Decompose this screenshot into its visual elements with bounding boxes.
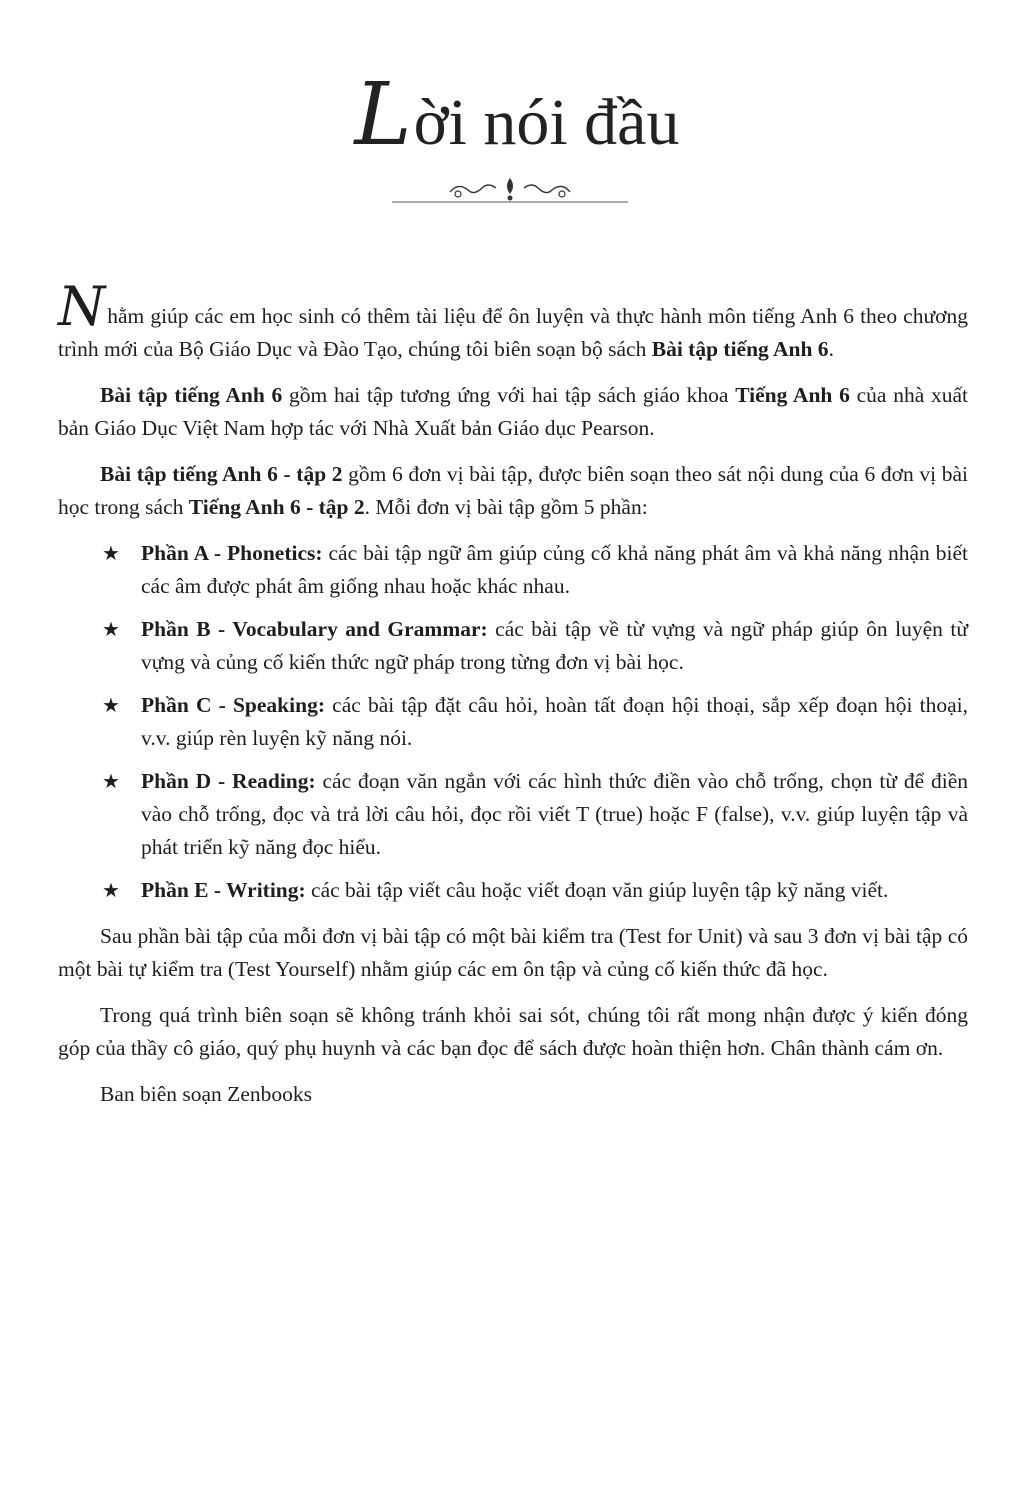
star-icon: ★ <box>102 878 120 902</box>
title-text: ời nói đầu <box>413 86 680 159</box>
title-initial: L <box>354 65 412 165</box>
parts-list <box>58 537 968 907</box>
star-icon: ★ <box>102 769 120 793</box>
star-icon: ★ <box>102 541 120 565</box>
signature: Ban biên soạn Zenbooks <box>100 1082 312 1106</box>
page-title <box>0 65 1034 168</box>
paragraph-4: Sau phần bài tập của mỗi đơn vị bài tập có một bài kiểm tra (Test for Unit) và sau 3 đơn vị bài tập có một bài tự kiểm tra (Test Yourself) nhằm giúp các em ôn tập và củng cố kiến thức đã học. <box>58 924 968 981</box>
paragraph-5: Trong quá trình biên soạn sẽ không tránh khỏi sai sót, chúng tôi rất mong nhận được ý kiến đóng góp của thầy cô giáo, quý phụ huynh và các bạn đọc để sách được hoàn thiện hơn. Chân thành cám ơn. <box>58 1003 968 1060</box>
star-icon: ★ <box>102 617 120 641</box>
paragraph-3: Bài tập tiếng Anh 6 - tập 2 gồm 6 đơn vị bài tập, được biên soạn theo sát nội dung của 6 đơn vị bài học trong sách Tiếng Anh 6 - tập 2. Mỗi đơn vị bài tập gồm 5 phần: <box>58 462 968 519</box>
list-item: ★ Phần D - Reading: các đoạn văn ngắn với các hình thức điền vào chỗ trống, chọn từ để điền vào chỗ trống, đọc và trả lời câu hỏi, đọc rồi viết T (true) hoặc F (false), v.v. giúp luyện tập và phát triển kỹ năng đọc hiểu. <box>58 765 968 864</box>
ornament-divider-icon <box>392 172 628 212</box>
paragraph-2: Bài tập tiếng Anh 6 gồm hai tập tương ứng với hai tập sách giáo khoa Tiếng Anh 6 của nhà xuất bản Giáo Dục Việt Nam hợp tác với Nhà Xuất bản Giáo dục Pearson. <box>58 383 968 440</box>
preface-body <box>58 275 969 1124</box>
intro-paragraph: Nhằm giúp các em học sinh có thêm tài liệu để ôn luyện và thực hành môn tiếng Anh 6 theo chương trình mới của Bộ Giáo Dục và Đào Tạo, chúng tôi biên soạn bộ sách Bài tập tiếng Anh 6. <box>58 275 968 361</box>
list-item: ★ Phần A - Phonetics: các bài tập ngữ âm giúp củng cố khả năng phát âm và khả năng nhận biết các âm được phát âm giống nhau hoặc khác nhau. <box>58 537 968 603</box>
list-item: ★ Phần C - Speaking: các bài tập đặt câu hỏi, hoàn tất đoạn hội thoại, sắp xếp đoạn hội thoại, v.v. giúp rèn luyện kỹ năng nói. <box>58 689 968 755</box>
drop-cap: N <box>58 275 106 338</box>
list-item: ★ Phần E - Writing: các bài tập viết câu hoặc viết đoạn văn giúp luyện tập kỹ năng viết. <box>58 874 968 907</box>
list-item: ★ Phần B - Vocabulary and Grammar: các bài tập về từ vựng và ngữ pháp giúp ôn luyện từ vựng và củng cố kiến thức ngữ pháp trong từng đơn vị bài học. <box>58 613 968 679</box>
star-icon: ★ <box>102 693 120 717</box>
